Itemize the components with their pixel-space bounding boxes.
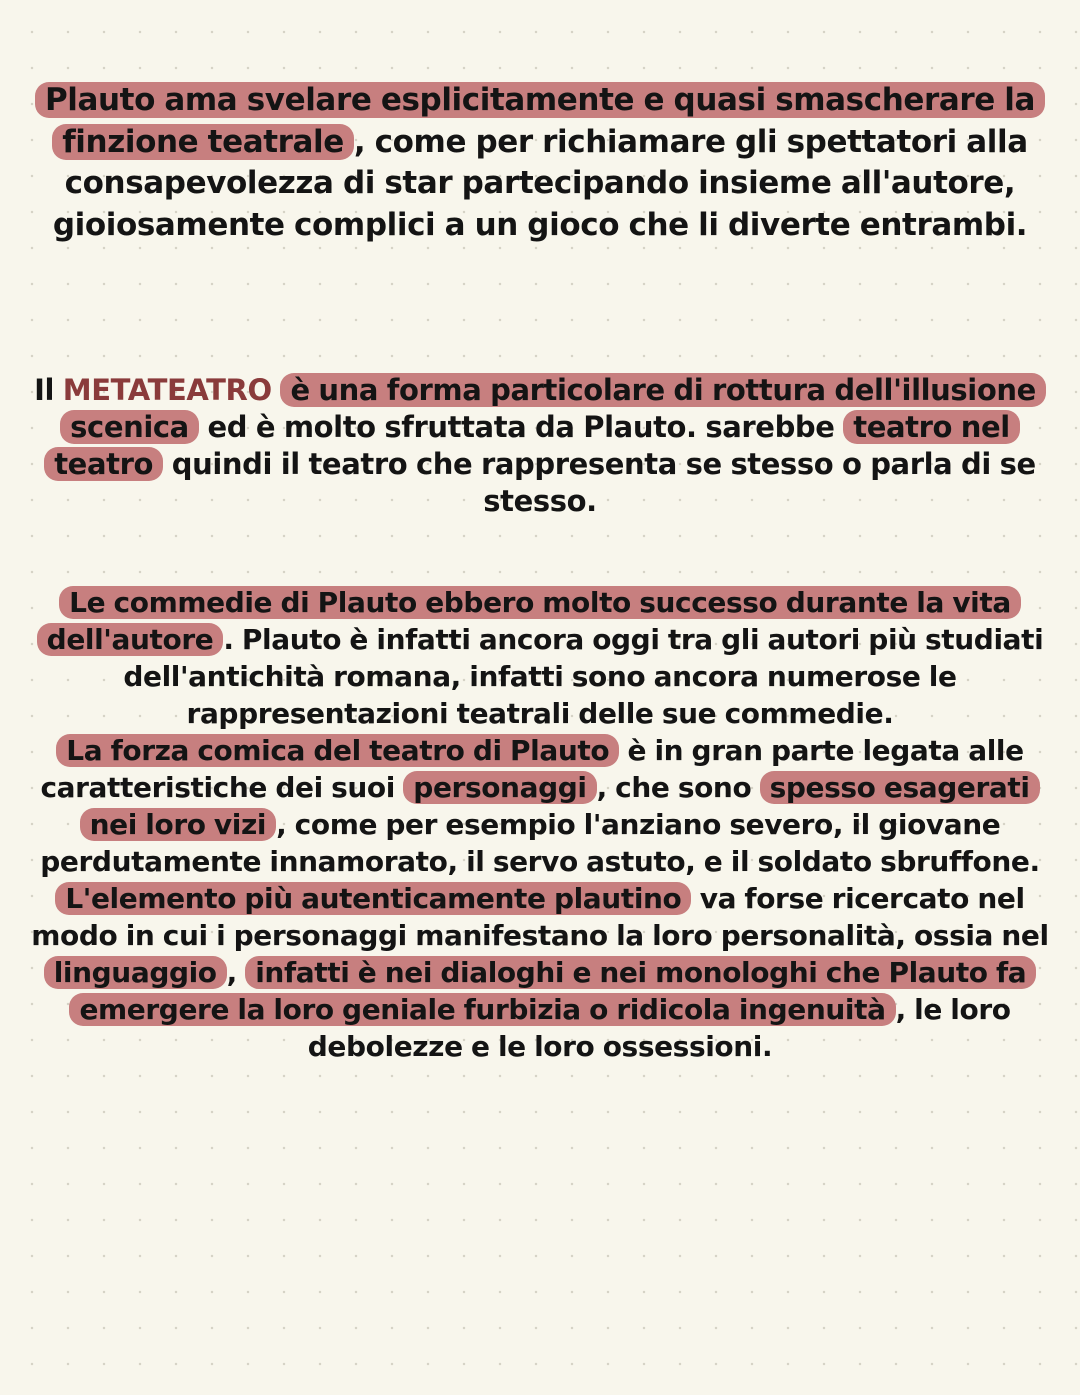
paragraph-text: va forse ricercato nel modo in cui i personaggi manifestano la loro personalità, ossia nel: [31, 882, 1049, 952]
paragraph-commedie: [24, 584, 1056, 1065]
paragraph-text: , come per richiamare gli spettatori alla consapevolezza di star partecipando insieme all'autore, gioiosamente complici a un gioco che li diverte entrambi.: [52, 123, 1028, 243]
line-elemento-plautino: [24, 880, 1056, 1065]
highlight-elemento-plautino: L'elemento più autenticamente plautino: [55, 882, 691, 915]
paragraph-text: . Plauto è infatti ancora oggi tra gli autori più studiati dell'antichità romana, infatti sono ancora numerose le rappresentazioni teatrali delle sue commedie.: [123, 623, 1044, 730]
line-forza-comica: [24, 732, 1056, 880]
highlight-teatro-nel-teatro: teatro nel teatro: [44, 410, 1020, 481]
paragraph-text: , che sono: [596, 771, 760, 804]
paragraph-text: quindi il teatro che rappresenta se stesso o parla di se stesso.: [163, 447, 1036, 518]
highlight-personaggi: personaggi: [403, 771, 596, 804]
highlight-successo: Le commedie di Plauto ebbero molto successo durante la vita dell'autore: [37, 586, 1021, 656]
highlight-forza-comica: La forza comica del teatro di Plauto: [56, 734, 619, 767]
paragraph-finzione-teatrale: [24, 80, 1056, 246]
paragraph-text: ed è molto sfruttata da Plauto. sarebbe: [198, 410, 844, 444]
keyword-metateatro: METATEATRO: [62, 373, 272, 407]
highlight-esagerati: spesso esagerati nei loro vizi: [80, 771, 1040, 841]
highlight-rottura-illusione: è una forma particolare di rottura dell'illusione scenica: [60, 373, 1046, 444]
paragraph-metateatro: [24, 372, 1056, 520]
paragraph-text: Il: [34, 373, 63, 407]
paragraph-text: , come per esempio l'anziano severo, il giovane perdutamente innamorato, il servo astuto, e il soldato sbruffone.: [40, 808, 1040, 878]
paragraph-text: , le loro debolezze e le loro ossessioni.: [307, 993, 1011, 1063]
paragraph-text: ,: [226, 956, 246, 989]
highlight-dialoghi: infatti è nei dialoghi e nei monologhi che Plauto fa emergere la loro geniale furbizia o ridicola ingenuità: [69, 956, 1036, 1026]
highlight-finzione: Plauto ama svelare esplicitamente e quasi smascherare la finzione teatrale: [35, 82, 1045, 160]
highlight-linguaggio: linguaggio: [44, 956, 227, 989]
paragraph-text: è in gran parte legata alle caratteristiche dei suoi: [40, 734, 1024, 804]
